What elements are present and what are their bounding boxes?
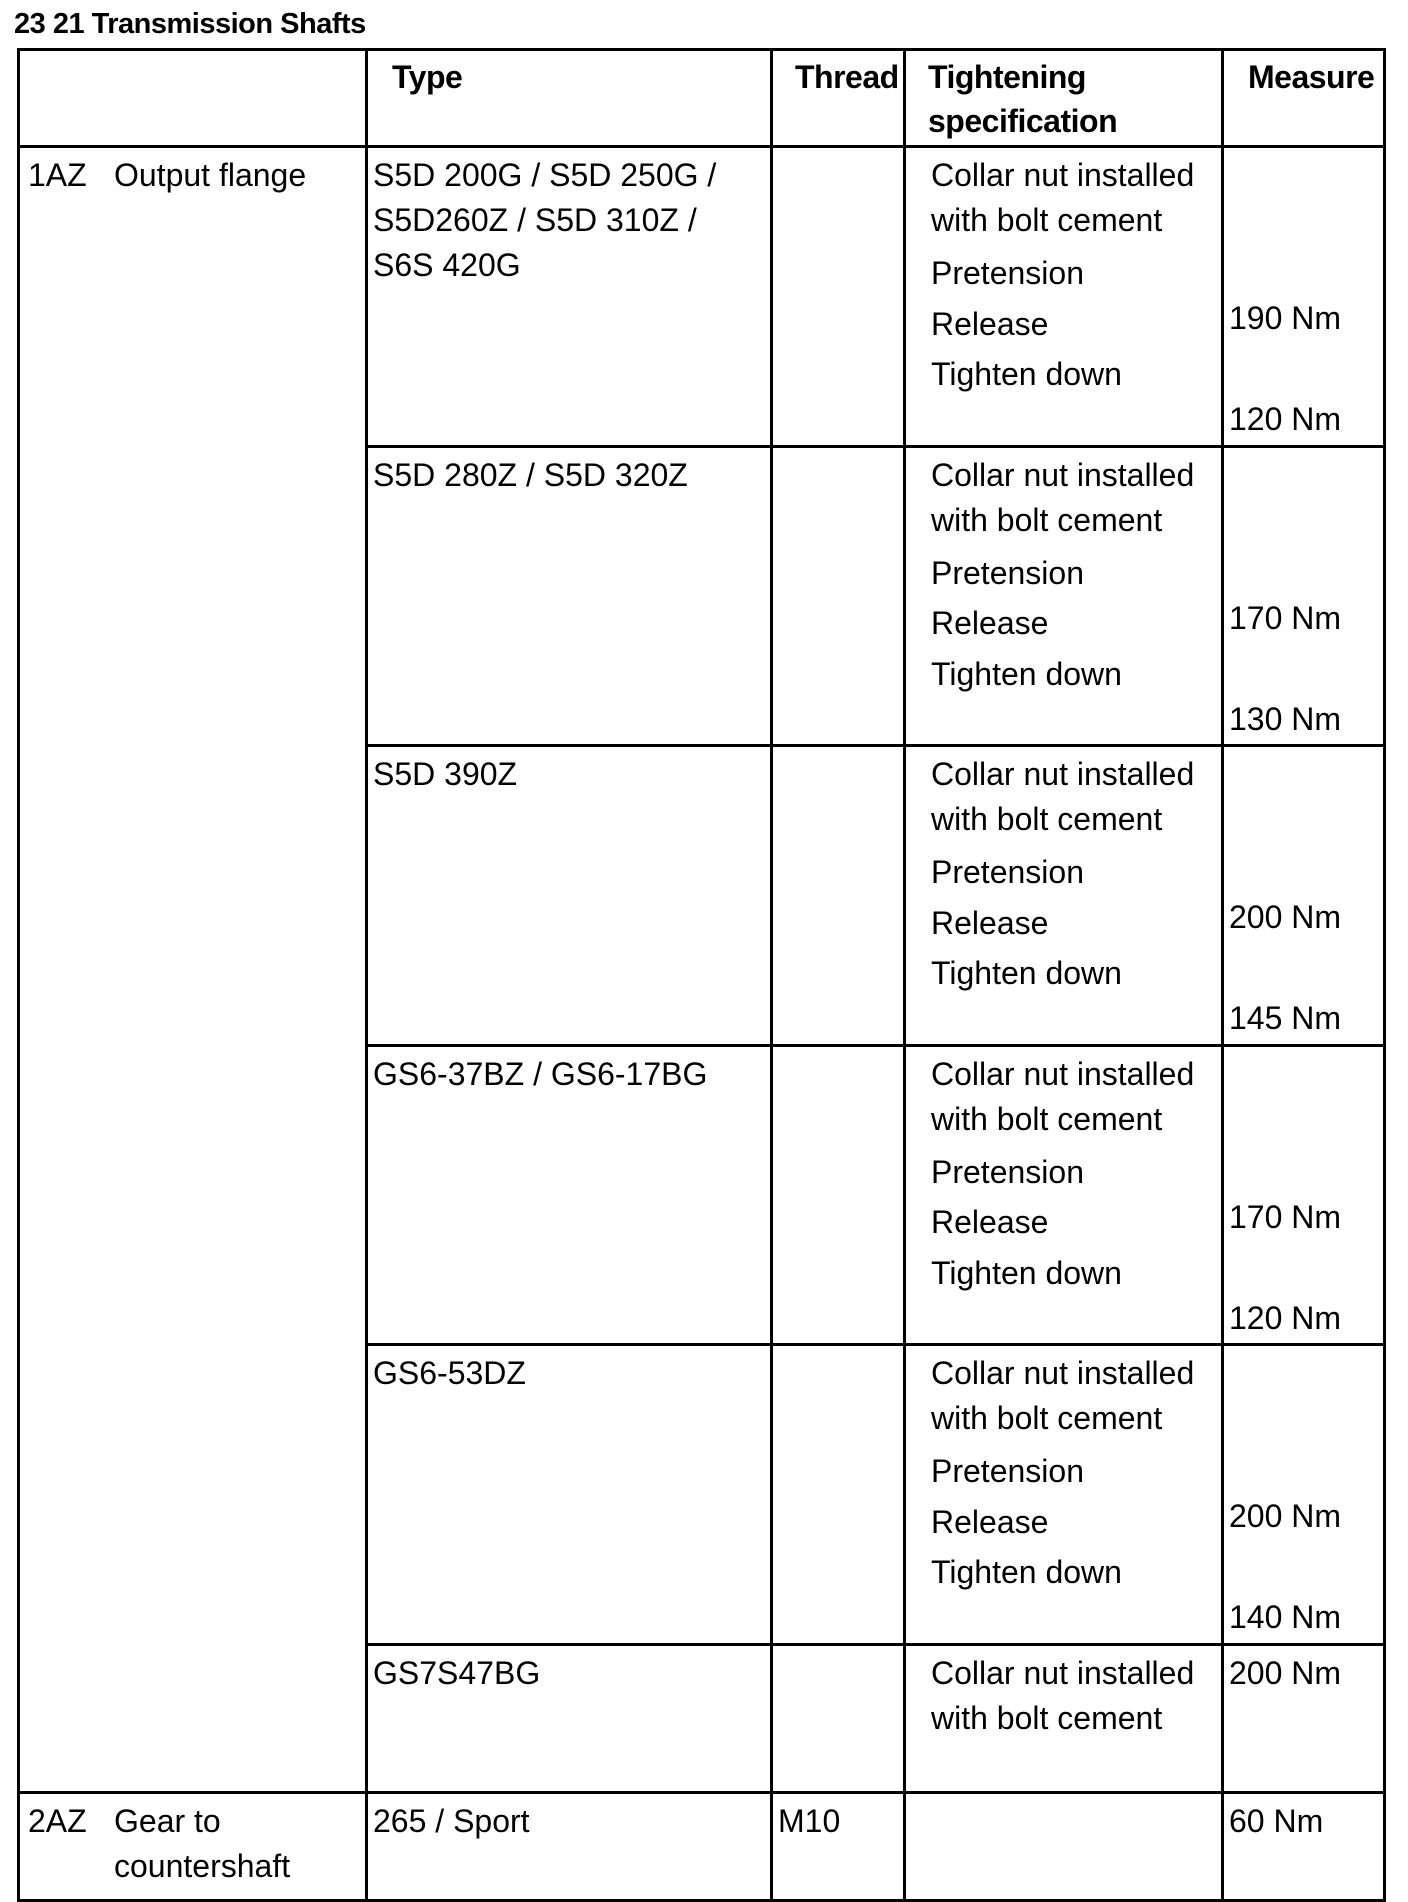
thread-cell (772, 147, 905, 447)
measure-pretension: 170 Nm (1229, 1198, 1342, 1235)
header-thread: Thread (772, 50, 905, 147)
thread-cell: M10 (772, 1792, 905, 1900)
measure-tighten-down: 140 Nm (1229, 1599, 1342, 1635)
spec-release: Release (931, 305, 1049, 342)
spec-release: Release (931, 1503, 1049, 1540)
measure-pretension: 170 Nm (1229, 599, 1342, 636)
measure-tighten-down: 130 Nm (1229, 700, 1342, 737)
header-row (19, 50, 1385, 147)
spec-collar-nut: Collar nut installed with bolt cement (931, 157, 1195, 238)
position-code: 2AZ (28, 1802, 87, 1839)
spec-pretension: Pretension (931, 554, 1084, 591)
spec-pretension: Pretension (931, 1453, 1084, 1489)
spec-collar-nut: Collar nut installed with bolt cement (931, 456, 1195, 538)
tightening-cell (905, 147, 1223, 447)
tightening-cell (905, 1345, 1223, 1645)
spec-release: Release (931, 904, 1049, 941)
measure-tighten-down: 120 Nm (1229, 1299, 1342, 1336)
type-cell: S5D 280Z / S5D 320Z (367, 446, 772, 746)
spec-tighten-down: Tighten down (931, 1254, 1122, 1291)
thread-cell (772, 746, 905, 1046)
position-cell-2az (19, 1792, 367, 1900)
measure-cell (1223, 1045, 1385, 1345)
spec-release: Release (931, 1204, 1049, 1240)
position-code: 1AZ (28, 157, 87, 193)
spec-pretension: Pretension (931, 854, 1084, 890)
table-row (19, 1792, 1385, 1900)
position-cell-1az (19, 147, 367, 1793)
position-description: Gear to countershaft (114, 1802, 291, 1884)
thread-cell (772, 1045, 905, 1345)
header-tightening: Tightening specification (905, 50, 1223, 147)
measure-cell (1223, 147, 1385, 447)
measure-pretension: 190 Nm (1229, 300, 1342, 336)
measure-cell (1223, 746, 1385, 1046)
tightening-cell (905, 1792, 1223, 1900)
measure-tighten-down: 145 Nm (1229, 1000, 1342, 1036)
measure-cell (1223, 446, 1385, 746)
spec-release: Release (931, 605, 1049, 641)
measure-cell (1223, 1792, 1385, 1900)
spec-collar-nut: Collar nut installed with bolt cement (931, 1654, 1195, 1736)
type-cell: GS6-37BZ / GS6-17BG (367, 1045, 772, 1345)
type-cell: GS6-53DZ (367, 1345, 772, 1645)
spec-collar-nut: Collar nut installed with bolt cement (931, 756, 1195, 837)
type-cell: 265 / Sport (367, 1792, 772, 1900)
thread-cell (772, 446, 905, 746)
thread-cell (772, 1644, 905, 1792)
tightening-cell (905, 446, 1223, 746)
spec-collar-nut: Collar nut installed with bolt cement (931, 1355, 1195, 1436)
tightening-cell (905, 1644, 1223, 1792)
page-title: 23 21 Transmission Shafts (14, 8, 366, 40)
measure-cell (1223, 1345, 1385, 1645)
position-description: Output flange (114, 157, 307, 193)
type-cell: S5D 200G / S5D 250G / S5D260Z / S5D 310Z / S6S 420G (367, 147, 772, 447)
spec-tighten-down: Tighten down (931, 356, 1122, 392)
spec-pretension: Pretension (931, 1153, 1084, 1190)
header-position (19, 50, 367, 147)
tightening-cell (905, 1045, 1223, 1345)
torque-spec-table (17, 48, 1386, 1902)
measure-pretension: 200 Nm (1229, 899, 1342, 935)
spec-collar-nut: Collar nut installed with bolt cement (931, 1055, 1195, 1137)
thread-cell (772, 1345, 905, 1645)
table-row (19, 147, 1385, 447)
measure-tighten-down: 120 Nm (1229, 401, 1342, 437)
measure-cell (1223, 1644, 1385, 1792)
measure-value: 200 Nm (1229, 1654, 1342, 1691)
measure-value: 60 Nm (1229, 1802, 1324, 1839)
spec-pretension: Pretension (931, 255, 1084, 291)
type-cell: S5D 390Z (367, 746, 772, 1046)
tightening-cell (905, 746, 1223, 1046)
spec-tighten-down: Tighten down (931, 655, 1122, 692)
type-cell: GS7S47BG (367, 1644, 772, 1792)
spec-tighten-down: Tighten down (931, 1554, 1122, 1590)
spec-tighten-down: Tighten down (931, 955, 1122, 991)
measure-pretension: 200 Nm (1229, 1498, 1342, 1534)
header-type: Type (367, 50, 772, 147)
header-measure: Measure (1223, 50, 1385, 147)
